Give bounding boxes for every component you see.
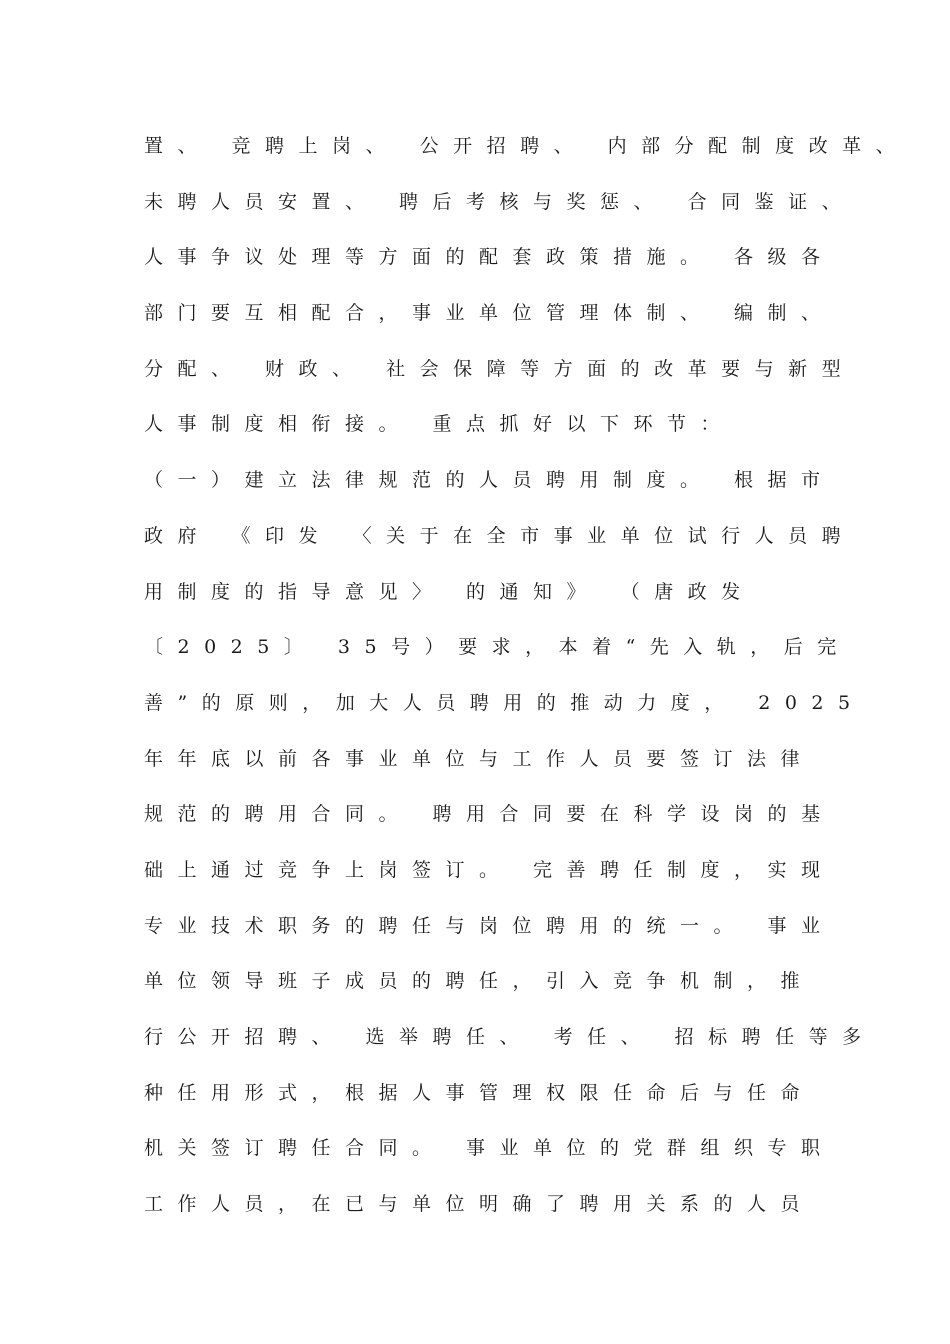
text-line: 人事制度相衔接。 重点抓好以下环节： [144,413,735,436]
text-line: 础上通过竞争上岗签订。 完善聘任制度，实现 [144,858,835,881]
text-line: 〔2025〕 35号）要求，本着“先入轨，后完 [144,636,851,659]
text-line: 政府 《印发 〈关于在全市事业单位试行人员聘 [144,524,856,547]
text-line: 置、 竞聘上岗、 公开招聘、 内部分配制度改革、 [144,135,910,157]
body-text [144,126,910,1240]
text-line: 机关签订聘任合同。 事业单位的党群组织专职 [144,1137,835,1160]
text-line: 种任用形式，根据人事管理权限任命后与任命 [144,1081,815,1104]
text-line: 未聘人员安置、 聘后考核与奖惩、 合同鉴证、 [144,190,856,213]
text-line: 部门要互相配合，事业单位管理体制、 编制、 [144,302,835,325]
text-line: 工作人员，在已与单位明确了聘用关系的人员 [144,1193,815,1216]
text-line: 行公开招聘、 选举聘任、 考任、 招标聘任等多 [144,1026,876,1048]
text-line: （一）建立法律规范的人员聘用制度。 根据市 [144,469,835,492]
text-line: 单位领导班子成员的聘任，引入竞争机制，推 [144,970,815,993]
text-line: 年年底以前各事业单位与工作人员要签订法律 [144,747,815,770]
text-line: 分配、 财政、 社会保障等方面的改革要与新型 [144,357,856,380]
text-line: 专业技术职务的聘任与岗位聘用的统一。 事业 [144,914,835,937]
text-line: 规范的聘用合同。 聘用合同要在科学设岗的基 [144,803,835,826]
text-line: 善”的原则，加大人员聘用的推动力度， 2025 [144,691,865,714]
text-line: 人事争议处理等方面的配套政策措施。 各级各 [144,246,835,269]
text-line: 用制度的指导意见〉 的通知》 （唐政发 [144,580,755,603]
